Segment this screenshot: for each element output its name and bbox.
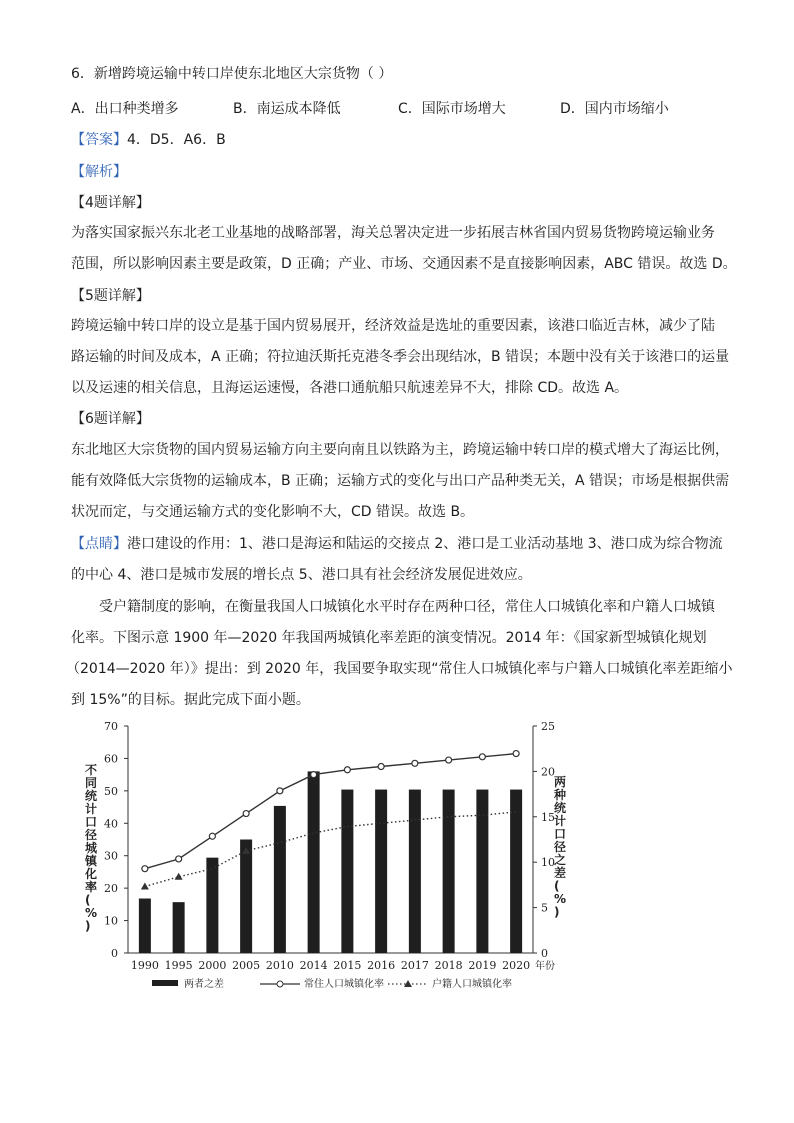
point-resident-urbanization — [412, 760, 418, 766]
bar-difference — [375, 790, 387, 953]
left-axis-title-char: 城 — [85, 841, 98, 855]
question-6-stem: 6．新增跨境运输中转口岸使东北地区大宗货物（ ） — [71, 66, 393, 82]
point-resident-urbanization — [344, 767, 350, 773]
points-line-2: 的中心 4、港口是城市发展的增长点 5、港口具有社会经济发展促进效应。 — [71, 567, 532, 583]
option-b: B．南运成本降低 — [233, 101, 341, 117]
bar-difference — [173, 902, 185, 953]
point-registered-urbanization — [175, 873, 183, 880]
points-line-1 — [71, 534, 723, 554]
right-axis-title-char: 口 — [554, 827, 567, 841]
passage-line-1: 受户籍制度的影响，在衡量我国人口城镇化水平时存在两种口径，常住人口城镇化率和户籍人口城镇 — [99, 599, 715, 615]
bar-difference — [206, 858, 218, 953]
detail-6-heading: 【6题详解】 — [71, 411, 150, 427]
x-tick-label: 2016 — [367, 959, 396, 972]
line-registered-urbanization — [145, 812, 516, 887]
bar-difference — [510, 790, 522, 953]
left-tick-label: 20 — [104, 882, 118, 896]
option-d: D．国内市场缩小 — [560, 101, 669, 117]
detail-5-line-1: 跨境运输中转口岸的设立是基于国内贸易展开，经济效益是选址的重要因素，该港口临近吉林，减少了陆 — [71, 318, 715, 334]
right-axis-title-char: ( — [554, 879, 560, 893]
detail-4-line-1: 为落实国家振兴东北老工业基地的战略部署，海关总署决定进一步拓展吉林省国内贸易货物跨境运输业务 — [71, 225, 715, 241]
legend-dotted-label: 户籍人口城镇化率 — [432, 979, 512, 990]
detail-5-heading: 【5题详解】 — [71, 288, 150, 304]
left-tick-label: 10 — [104, 914, 118, 928]
bar-difference — [240, 840, 252, 954]
urbanization-chart — [85, 716, 588, 1006]
left-axis-title-char: 同 — [85, 776, 98, 790]
point-resident-urbanization — [142, 866, 148, 872]
right-axis-title-char: 差 — [554, 866, 567, 880]
left-axis-title-char: 统 — [85, 789, 98, 803]
right-axis-title-char: ) — [554, 905, 560, 919]
left-axis-title-char: 率 — [85, 880, 98, 894]
right-tick-label: 20 — [541, 765, 555, 779]
point-resident-urbanization — [243, 811, 249, 817]
legend-bar-label: 两者之差 — [184, 979, 224, 990]
right-axis-title-char: 统 — [554, 801, 567, 815]
detail-4-heading: 【4题详解】 — [71, 195, 150, 211]
points-label: 【点睛】 — [71, 536, 127, 552]
left-axis-title-char: 不 — [85, 763, 98, 777]
point-resident-urbanization — [311, 772, 317, 778]
analysis-label: 【解析】 — [71, 164, 127, 180]
point-resident-urbanization — [277, 788, 283, 794]
right-axis-title-char: 种 — [554, 788, 567, 802]
point-resident-urbanization — [479, 754, 485, 760]
right-axis-title-char: 两 — [554, 775, 567, 789]
left-axis-title-char: 计 — [85, 802, 98, 816]
x-tick-label: 2005 — [232, 959, 261, 972]
x-tick-label: 2000 — [198, 959, 227, 972]
detail-4-line-2: 范围，所以影响因素主要是政策，D 正确；产业、市场、交通因素不是直接影响因素，ABC 错误。故选 D。 — [71, 256, 737, 272]
right-axis-title-char: 之 — [554, 853, 567, 867]
left-tick-label: 60 — [104, 752, 118, 766]
option-c: C．国际市场增大 — [398, 101, 506, 117]
bar-difference — [341, 790, 353, 953]
bar-difference — [139, 899, 151, 953]
left-axis-title-char: 口 — [85, 815, 98, 829]
x-axis-unit: 年份 — [535, 961, 555, 972]
point-resident-urbanization — [513, 751, 519, 757]
left-axis-title-char: 化 — [85, 867, 98, 881]
answer-label: 【答案】 — [71, 132, 127, 148]
right-tick-label: 0 — [541, 947, 548, 960]
right-axis-title-char: % — [554, 892, 567, 906]
left-tick-label: 70 — [104, 720, 118, 733]
answer-line — [71, 130, 226, 150]
bar-difference — [476, 790, 488, 953]
bar-difference — [274, 806, 286, 953]
x-tick-label: 1995 — [164, 959, 193, 972]
right-tick-label: 5 — [541, 901, 548, 915]
right-tick-label: 25 — [541, 720, 555, 733]
x-tick-label: 1990 — [130, 959, 159, 972]
right-tick-label: 15 — [541, 810, 555, 824]
detail-6-line-2: 能有效降低大宗货物的运输成本，B 正确；运输方式的变化与出口产品种类无关，A 错误；市场是根据供需 — [71, 473, 730, 489]
left-tick-label: 40 — [104, 817, 118, 831]
legend-line-marker — [277, 981, 283, 987]
answer-text: 4．D5．A6．B — [127, 132, 226, 148]
detail-6-line-3: 状况而定，与交通运输方式的变化影响不大，CD 错误。故选 B。 — [71, 504, 475, 520]
right-axis-title-char: 计 — [554, 814, 567, 828]
legend-bar-swatch — [152, 980, 178, 986]
option-a: A．出口种类增多 — [71, 101, 179, 117]
line-resident-urbanization — [145, 754, 516, 869]
point-registered-urbanization — [141, 883, 149, 890]
left-axis-title-char: 镇 — [85, 854, 98, 868]
point-resident-urbanization — [378, 764, 384, 770]
left-tick-label: 0 — [111, 947, 118, 960]
point-resident-urbanization — [209, 833, 215, 839]
left-axis-title-char: % — [85, 906, 98, 920]
right-axis-title-char: 径 — [554, 840, 567, 854]
x-tick-label: 2020 — [502, 959, 531, 972]
legend-line-label: 常住人口城镇化率 — [304, 979, 384, 990]
bar-difference — [443, 790, 455, 953]
passage-line-2: 化率。下图示意 1900 年—2020 年我国两城镇化率差距的演变情况。2014 年：《国家新型城镇化规划 — [71, 630, 707, 646]
left-axis-title-char: 径 — [85, 828, 98, 842]
left-tick-label: 30 — [104, 849, 118, 863]
x-tick-label: 2010 — [265, 959, 294, 972]
left-axis-title-char: ) — [85, 919, 91, 933]
x-tick-label: 2014 — [299, 959, 328, 972]
x-tick-label: 2018 — [434, 959, 463, 972]
x-tick-label: 2015 — [333, 959, 362, 972]
x-tick-label: 2019 — [468, 959, 497, 972]
right-tick-label: 10 — [541, 856, 555, 870]
point-resident-urbanization — [176, 856, 182, 862]
points-text: 港口建设的作用：1、港口是海运和陆运的交接点 2、港口是工业活动基地 3、港口成为综合物流 — [127, 536, 723, 552]
passage-line-4: 到 15%”的目标。据此完成下面小题。 — [71, 692, 310, 708]
x-tick-label: 2017 — [400, 959, 429, 972]
point-resident-urbanization — [446, 757, 452, 763]
left-tick-label: 50 — [104, 784, 118, 798]
bar-difference — [308, 771, 320, 953]
left-axis-title-char: ( — [85, 893, 91, 907]
detail-5-line-3: 以及运速的相关信息，且海运运速慢，各港口通航船只航速差异不大，排除 CD。故选 A。 — [71, 380, 629, 396]
passage-line-3: （2014—2020 年）》提出：到 2020 年，我国要争取实现“常住人口城镇化率与户籍人口城镇化率差距缩小 — [66, 661, 733, 677]
detail-5-line-2: 路运输的时间及成本，A 正确；符拉迪沃斯托克港冬季会出现结冰，B 错误；本题中没有关于该港口的运量 — [71, 349, 730, 365]
detail-6-line-1: 东北地区大宗货物的国内贸易运输方向主要向南且以铁路为主，跨境运输中转口岸的模式增大了海运比例， — [71, 442, 729, 458]
bar-difference — [409, 790, 421, 953]
